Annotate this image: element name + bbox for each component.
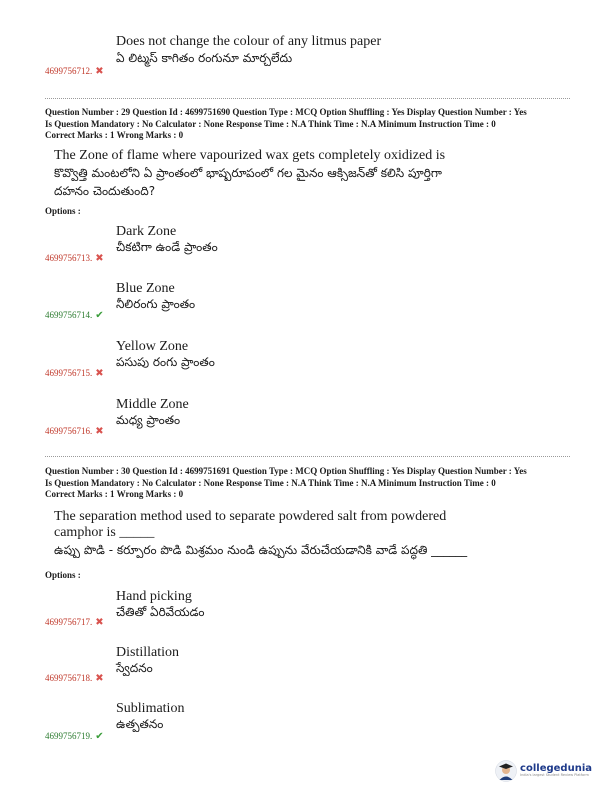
question-text-en-line1: The separation method used to separate powdered salt from powdered: [54, 509, 447, 524]
option-text-en: Does not change the colour of any litmus paper: [116, 34, 382, 49]
wrong-mark-icon: ✖: [95, 426, 104, 437]
wrong-mark-icon: ✖: [95, 253, 104, 264]
meta-line-1: Question Number : 29 Question Id : 4699751690 Question Type : MCQ Option Shuffling : Yes Display Question Number : Yes: [45, 107, 527, 117]
option-id-text: 4699756716.: [45, 426, 93, 436]
option-id: [45, 253, 104, 264]
options-label: Options :: [45, 570, 81, 580]
marks-line: Correct Marks : 1 Wrong Marks : 0: [45, 489, 184, 499]
option-id-text: 4699756712.: [45, 66, 93, 76]
logo-wordmark: collegedunia: [520, 763, 592, 775]
marks-line: Correct Marks : 1 Wrong Marks : 0: [45, 130, 184, 140]
option-text-te: పసుపు రంగు ప్రాంతం: [116, 355, 215, 369]
question-text-te: ఉప్పు పొడి - కర్పూరం పొడి మిశ్రమం నుండి ఉప్పును వేరుచేయడానికి వాడే పద్ధతి ______: [54, 543, 468, 557]
option-id-text: 4699756718.: [45, 673, 93, 683]
graduate-avatar-icon: [495, 760, 517, 782]
option-id-text: 4699756713.: [45, 253, 93, 263]
option-id: [45, 731, 104, 742]
option-id-text: 4699756719.: [45, 731, 93, 741]
option-id: [45, 426, 104, 437]
collegedunia-logo: [495, 760, 592, 782]
option-text-te: స్వేదనం: [116, 661, 153, 675]
option-text-en: Sublimation: [116, 701, 185, 716]
wrong-mark-icon: ✖: [95, 368, 104, 379]
option-text-te: మధ్య ప్రాంతం: [116, 413, 181, 427]
option-text-en: Middle Zone: [116, 397, 189, 412]
wrong-mark-icon: ✖: [95, 673, 104, 684]
option-id: [45, 310, 104, 321]
option-id: [45, 673, 104, 684]
wrong-mark-icon: ✖: [95, 617, 104, 628]
option-id-text: 4699756717.: [45, 617, 93, 627]
option-id-text: 4699756715.: [45, 368, 93, 378]
question-text-te-line1: కొవ్వొత్తి మంటలోని ఏ ప్రాంతంలో భాష్పరూపంలో గల మైనం ఆక్సిజన్‌తో కలిసి పూర్తిగా: [54, 166, 442, 180]
logo-tagline: India's largest Student Review Platform: [520, 773, 589, 778]
option-text-en: Yellow Zone: [116, 339, 189, 354]
question-text-en-line2: camphor is _____: [54, 525, 155, 540]
wrong-mark-icon: ✖: [95, 66, 104, 77]
option-id: [45, 66, 104, 77]
option-text-te: చీకటిగా ఉండే ప్రాంతం: [116, 240, 218, 254]
option-text-te: ఏ లిట్మస్ కాగితం రంగునూ మార్చలేదు: [116, 51, 293, 65]
meta-line-2: Is Question Mandatory : No Calculator : None Response Time : N.A Think Time : N.A Minimum Instruction Time : 0: [45, 477, 496, 488]
meta-line-1: Question Number : 30 Question Id : 4699751691 Question Type : MCQ Option Shuffling : Yes Display Question Number : Yes: [45, 466, 527, 476]
option-text-te: ఉత్పతనం: [116, 717, 164, 731]
correct-check-icon: ✔: [95, 731, 104, 742]
question-separator: [45, 456, 570, 457]
question-text-te-line2: దహనం చెందుతుంది?: [54, 184, 156, 198]
option-id: [45, 617, 104, 628]
correct-check-icon: ✔: [95, 310, 104, 321]
option-text-te: చేతితో ఏరివేయడం: [116, 605, 205, 619]
option-text-en: Blue Zone: [116, 281, 175, 296]
question-meta: [45, 107, 527, 142]
question-text-en: The Zone of flame where vapourized wax gets completely oxidized is: [54, 148, 446, 163]
option-text-en: Distillation: [116, 645, 179, 660]
option-text-en: Hand picking: [116, 589, 192, 604]
option-id-text: 4699756714.: [45, 310, 93, 320]
option-text-en: Dark Zone: [116, 224, 177, 239]
option-text-te: నీలిరంగు ప్రాంతం: [116, 297, 196, 311]
question-meta: [45, 466, 527, 501]
question-separator: [45, 98, 570, 99]
option-id: [45, 368, 104, 379]
options-label: Options :: [45, 206, 81, 216]
meta-line-2: Is Question Mandatory : No Calculator : None Response Time : N.A Think Time : N.A Minimum Instruction Time : 0: [45, 118, 496, 129]
